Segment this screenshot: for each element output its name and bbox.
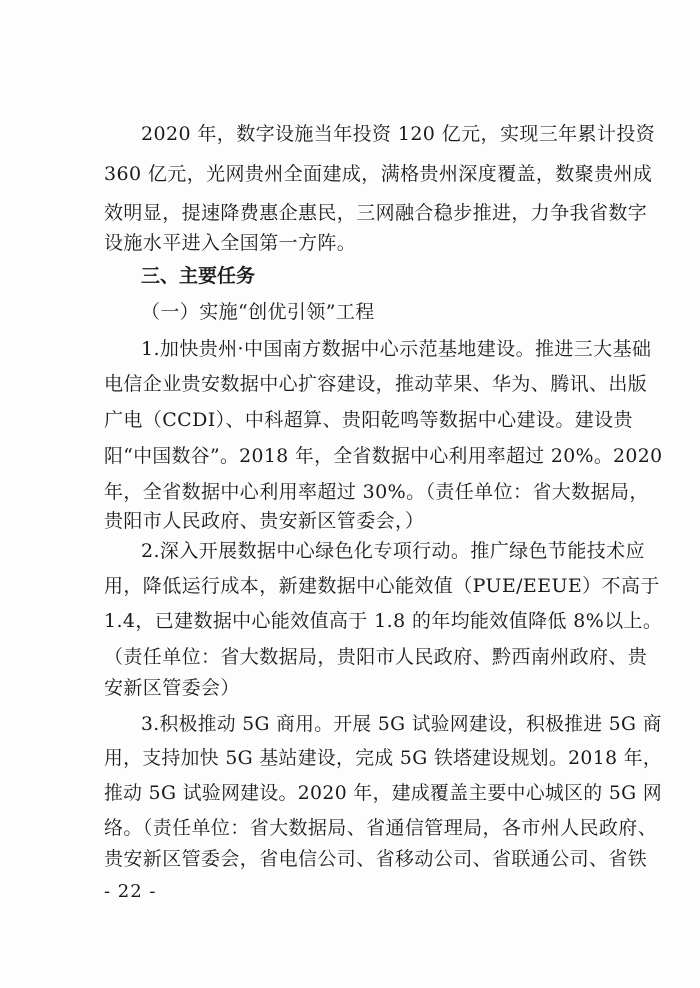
paragraph-line: 广电（CCDI）、中科超算、贵阳乾鸣等数据中心建设。建设贵 [104,409,633,431]
paragraph-line: 安新区管委会） [104,677,240,699]
paragraph-line: 推动 5G 试验网建设。2020 年，建成覆盖主要中心城区的 5G 网 [104,782,663,804]
paragraph-line: 用，支持加快 5G 基站建设，完成 5G 铁塔建设规划。2018 年， [104,747,663,769]
subsection-heading: （一）实施“创优引领”工程 [141,301,375,323]
paragraph-line: 阳“中国数谷”。2018 年，全省数据中心利用率超过 20%。2020 [104,445,663,467]
paragraph-line: （责任单位：省大数据局，贵阳市人民政府、黔西南州政府、贵 [104,646,648,668]
paragraph-line: 2020 年，数字设施当年投资 120 亿元，实现三年累计投资 [141,123,656,145]
paragraph-line: 3.积极推动 5G 商用。开展 5G 试验网建设，积极推进 5G 商 [141,713,662,735]
paragraph-line: 电信企业贵安数据中心扩容建设，推动苹果、华为、腾讯、出版 [104,373,648,395]
paragraph-line: 1.4，已建数据中心能效值高于 1.8 的年均能效值降低 8%以上。 [104,610,663,632]
paragraph-line: 2.深入开展数据中心绿色化专项行动。推广绿色节能技术应 [141,540,645,562]
paragraph-line: 贵阳市人民政府、贵安新区管委会，） [104,510,425,532]
paragraph-line: 设施水平进入全国第一方阵。 [104,232,357,254]
paragraph-line: 贵安新区管委会，省电信公司、省移动公司、省联通公司、省铁 [104,848,648,870]
section-heading: 三、主要任务 [141,265,256,287]
paragraph-line: 1.加快贵州·中国南方数据中心示范基地建设。推进三大基础 [141,338,652,360]
page-number: - 22 - [104,881,157,902]
paragraph-line: 效明显，提速降费惠企惠民，三网融合稳步推进，力争我省数字 [104,202,648,224]
paragraph-line: 年，全省数据中心利用率超过 30%。（责任单位：省大数据局， [104,481,649,503]
paragraph-line: 用，降低运行成本，新建数据中心能效值（PUE/EEUE）不高于 [104,575,660,597]
paragraph-line: 络。（责任单位：省大数据局、省通信管理局，各市州人民政府、 [104,817,658,839]
paragraph-line: 360 亿元，光网贵州全面建成，满格贵州深度覆盖，数聚贵州成 [104,163,653,185]
